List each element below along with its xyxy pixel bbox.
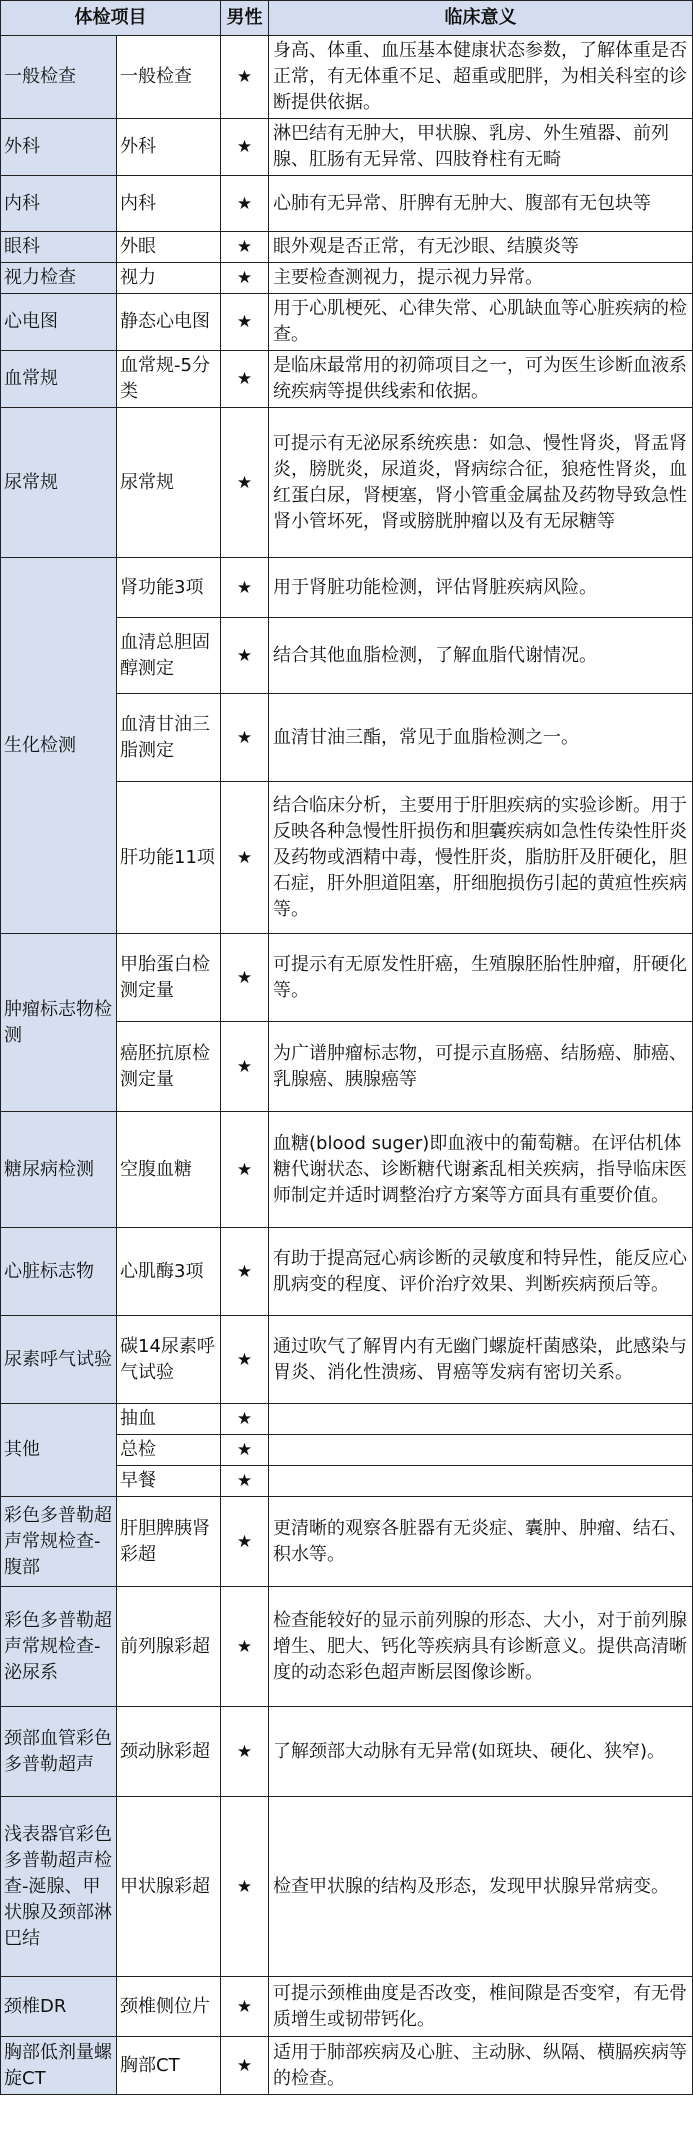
significance-cell: 淋巴结有无肿大，甲状腺、乳房、外生殖器、前列腺、肛肠有无异常、四肢脊柱有无畸 (269, 119, 693, 176)
item-cell: 早餐 (117, 1466, 221, 1497)
category-cell: 一般检查 (1, 36, 117, 119)
item-cell: 外眼 (117, 232, 221, 263)
table-row (1, 119, 693, 176)
male-star-icon: ★ (221, 1466, 269, 1497)
significance-cell: 用于心肌梗死、心律失常、心肌缺血等心脏疾病的检查。 (269, 294, 693, 351)
table-row (1, 408, 693, 558)
item-cell: 颈椎侧位片 (117, 1977, 221, 2037)
table-row (1, 176, 693, 232)
item-cell: 血常规-5分类 (117, 351, 221, 408)
item-cell: 视力 (117, 263, 221, 294)
significance-cell: 结合其他血脂检测，了解血脂代谢情况。 (269, 618, 693, 694)
table-row (1, 1707, 693, 1797)
category-cell: 浅表器官彩色多普勒超声检查-涎腺、甲状腺及颈部淋巴结 (1, 1797, 117, 1977)
table-row (1, 263, 693, 294)
item-cell: 胸部CT (117, 2037, 221, 2095)
category-cell: 心脏标志物 (1, 1228, 117, 1316)
table-row (1, 934, 693, 1022)
significance-cell: 更清晰的观察各脏器有无炎症、囊肿、肿瘤、结石、积水等。 (269, 1497, 693, 1587)
item-cell: 血清甘油三脂测定 (117, 694, 221, 782)
significance-cell: 检查甲状腺的结构及形态，发现甲状腺异常病变。 (269, 1797, 693, 1977)
male-star-icon: ★ (221, 1977, 269, 2037)
male-star-icon: ★ (221, 263, 269, 294)
male-star-icon: ★ (221, 294, 269, 351)
significance-cell: 可提示颈椎曲度是否改变，椎间隙是否变窄，有无骨质增生或韧带钙化。 (269, 1977, 693, 2037)
table-row (1, 1977, 693, 2037)
category-cell: 彩色多普勒超声常规检查-泌尿系 (1, 1587, 117, 1707)
category-cell: 生化检测 (1, 558, 117, 934)
significance-cell: 是临床最常用的初筛项目之一，可为医生诊断血液系统疾病等提供线索和依据。 (269, 351, 693, 408)
item-cell: 外科 (117, 119, 221, 176)
category-cell: 尿常规 (1, 408, 117, 558)
item-cell: 癌胚抗原检测定量 (117, 1022, 221, 1112)
table-row (1, 1497, 693, 1587)
category-cell: 颈椎DR (1, 1977, 117, 2037)
item-cell: 甲胎蛋白检测定量 (117, 934, 221, 1022)
item-cell: 颈动脉彩超 (117, 1707, 221, 1797)
item-cell: 碳14尿素呼气试验 (117, 1316, 221, 1404)
category-cell: 其他 (1, 1404, 117, 1497)
item-cell: 内科 (117, 176, 221, 232)
item-cell: 肾功能3项 (117, 558, 221, 618)
item-cell: 甲状腺彩超 (117, 1797, 221, 1977)
significance-cell: 心肺有无异常、肝脾有无肿大、腹部有无包块等 (269, 176, 693, 232)
significance-cell: 血糖(blood suger)即血液中的葡萄糖。在评估机体糖代谢状态、诊断糖代谢紊乱相关疾病，指导临床医师制定并适时调整治疗方案等方面具有重要价值。 (269, 1112, 693, 1228)
male-star-icon: ★ (221, 618, 269, 694)
significance-cell: 了解颈部大动脉有无异常(如斑块、硬化、狭窄)。 (269, 1707, 693, 1797)
category-cell: 视力检查 (1, 263, 117, 294)
significance-cell: 身高、体重、血压基本健康状态参数，了解体重是否正常，有无体重不足、超重或肥胖，为相关科室的诊断提供依据。 (269, 36, 693, 119)
table-row (1, 558, 693, 618)
category-cell: 心电图 (1, 294, 117, 351)
category-cell: 糖尿病检测 (1, 1112, 117, 1228)
male-star-icon: ★ (221, 1435, 269, 1466)
male-star-icon: ★ (221, 176, 269, 232)
male-star-icon: ★ (221, 558, 269, 618)
male-star-icon: ★ (221, 232, 269, 263)
header-significance: 临床意义 (269, 1, 693, 36)
category-cell: 肿瘤标志物检测 (1, 934, 117, 1112)
category-cell: 胸部低剂量螺旋CT (1, 2037, 117, 2095)
significance-cell (269, 1435, 693, 1466)
male-star-icon: ★ (221, 1587, 269, 1707)
significance-cell: 血清甘油三酯，常见于血脂检测之一。 (269, 694, 693, 782)
category-cell: 内科 (1, 176, 117, 232)
significance-cell: 可提示有无原发性肝癌，生殖腺胚胎性肿瘤，肝硬化等。 (269, 934, 693, 1022)
male-star-icon: ★ (221, 2037, 269, 2095)
male-star-icon: ★ (221, 1707, 269, 1797)
table-row (1, 232, 693, 263)
item-cell: 空腹血糖 (117, 1112, 221, 1228)
significance-cell: 主要检查测视力，提示视力异常。 (269, 263, 693, 294)
male-star-icon: ★ (221, 1228, 269, 1316)
male-star-icon: ★ (221, 351, 269, 408)
significance-cell: 为广谱肿瘤标志物，可提示直肠癌、结肠癌、肺癌、乳腺癌、胰腺癌等 (269, 1022, 693, 1112)
significance-cell: 有助于提高冠心病诊断的灵敏度和特异性，能反应心肌病变的程度、评价治疗效果、判断疾病预后等。 (269, 1228, 693, 1316)
significance-cell: 可提示有无泌尿系统疾患：如急、慢性肾炎，肾盂肾炎，膀胱炎，尿道炎，肾病综合征，狼疮性肾炎，血红蛋白尿，肾梗塞，肾小管重金属盐及药物导致急性肾小管坏死，肾或膀胱肿瘤以及有无尿糖等 (269, 408, 693, 558)
table-row (1, 1797, 693, 1977)
significance-cell: 检查能较好的显示前列腺的形态、大小，对于前列腺增生、肥大、钙化等疾病具有诊断意义。提供高清晰度的动态彩色超声断层图像诊断。 (269, 1587, 693, 1707)
significance-cell: 结合临床分析，主要用于肝胆疾病的实验诊断。用于反映各种急慢性肝损伤和胆囊疾病如急性传染性肝炎及药物或酒精中毒，慢性肝炎，脂肪肝及肝硬化，胆石症，肝外胆道阻塞，肝细胞损伤引起的黄疸性疾病等。 (269, 782, 693, 934)
item-cell: 前列腺彩超 (117, 1587, 221, 1707)
table-row (1, 2037, 693, 2095)
header-male: 男性 (221, 1, 269, 36)
table-row (1, 294, 693, 351)
item-cell: 一般检查 (117, 36, 221, 119)
category-cell: 彩色多普勒超声常规检查-腹部 (1, 1497, 117, 1587)
table-row (1, 351, 693, 408)
male-star-icon: ★ (221, 36, 269, 119)
significance-cell: 通过吹气了解胃内有无幽门螺旋杆菌感染，此感染与胃炎、消化性溃疡、胃癌等发病有密切关系。 (269, 1316, 693, 1404)
table-row (1, 1404, 693, 1435)
item-cell: 肝功能11项 (117, 782, 221, 934)
table-row (1, 36, 693, 119)
category-cell: 血常规 (1, 351, 117, 408)
significance-cell: 用于肾脏功能检测，评估肾脏疾病风险。 (269, 558, 693, 618)
header-item: 体检项目 (1, 1, 221, 36)
significance-cell (269, 1404, 693, 1435)
male-star-icon: ★ (221, 1797, 269, 1977)
item-cell: 静态心电图 (117, 294, 221, 351)
item-cell: 抽血 (117, 1404, 221, 1435)
item-cell: 总检 (117, 1435, 221, 1466)
table-row (1, 1228, 693, 1316)
table-row (1, 1587, 693, 1707)
male-star-icon: ★ (221, 1022, 269, 1112)
item-cell: 血清总胆固醇测定 (117, 618, 221, 694)
table-row (1, 1316, 693, 1404)
male-star-icon: ★ (221, 1316, 269, 1404)
item-cell: 心肌酶3项 (117, 1228, 221, 1316)
item-cell: 尿常规 (117, 408, 221, 558)
category-cell: 眼科 (1, 232, 117, 263)
male-star-icon: ★ (221, 694, 269, 782)
significance-cell: 适用于肺部疾病及心脏、主动脉、纵隔、横膈疾病等的检查。 (269, 2037, 693, 2095)
male-star-icon: ★ (221, 1404, 269, 1435)
header-row (1, 1, 693, 36)
category-cell: 颈部血管彩色多普勒超声 (1, 1707, 117, 1797)
male-star-icon: ★ (221, 934, 269, 1022)
significance-cell: 眼外观是否正常，有无沙眼、结膜炎等 (269, 232, 693, 263)
significance-cell (269, 1466, 693, 1497)
male-star-icon: ★ (221, 1112, 269, 1228)
male-star-icon: ★ (221, 408, 269, 558)
table-row (1, 1112, 693, 1228)
category-cell: 尿素呼气试验 (1, 1316, 117, 1404)
male-star-icon: ★ (221, 1497, 269, 1587)
male-star-icon: ★ (221, 119, 269, 176)
category-cell: 外科 (1, 119, 117, 176)
item-cell: 肝胆脾胰肾彩超 (117, 1497, 221, 1587)
male-star-icon: ★ (221, 782, 269, 934)
